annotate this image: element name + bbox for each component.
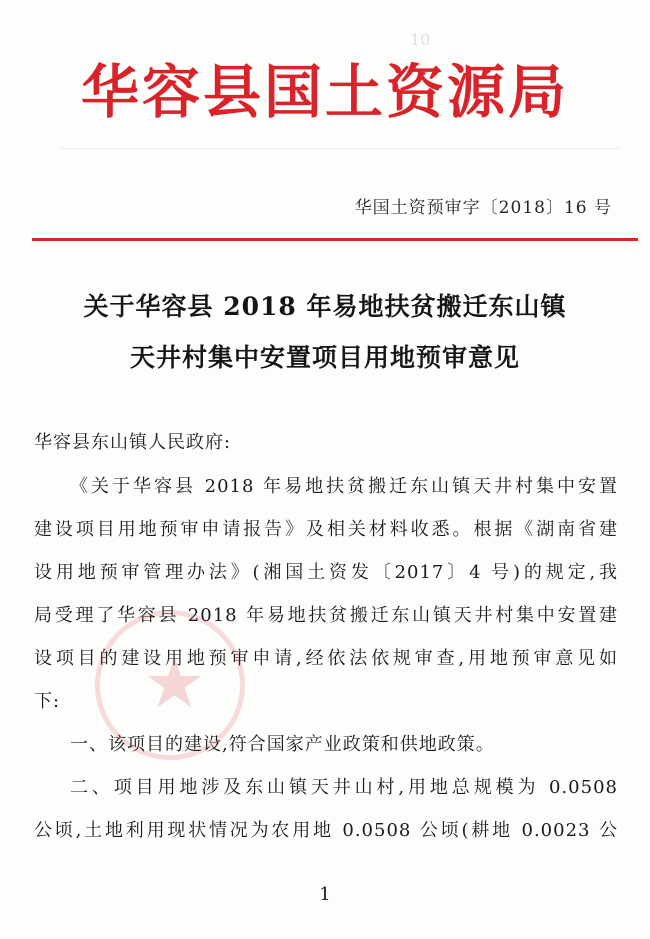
red-divider-line bbox=[32, 238, 638, 241]
body-line: 二、项目用地涉及东山镇天井山村,用地总规模为 0.0508 bbox=[70, 777, 618, 798]
document-title-line-2: 天井村集中安置项目用地预审意见 bbox=[129, 343, 520, 372]
document-title-line-1: 关于华容县 2018 年易地扶贫搬迁东山镇 bbox=[83, 292, 567, 321]
seal-star-icon: ★ bbox=[143, 642, 206, 724]
bleed-through-text: 10 bbox=[410, 30, 431, 49]
body-line: 局受理了华容县 2018 年易地扶贫搬迁东山镇天井村集中安置建 bbox=[34, 605, 618, 626]
body-line: 一、该项目的建设,符合国家产业政策和供地政策。 bbox=[70, 734, 495, 755]
body-line: 设用地预审管理办法》(湘国土资发〔2017〕4 号)的规定,我 bbox=[34, 562, 618, 583]
addressee: 华容县东山镇人民政府: bbox=[34, 432, 232, 453]
bleed-through-text bbox=[60, 148, 620, 159]
document-number: 华国土资预审字〔2018〕16 号 bbox=[354, 198, 612, 218]
body-line: 公顷,土地利用现状情况为农用地 0.0508 公顷(耕地 0.0023 公 bbox=[34, 820, 618, 841]
body-line: 下: bbox=[34, 691, 61, 712]
agency-title: 华容县国土资源局 bbox=[80, 58, 569, 126]
body-line: 设项目的建设用地预审申请,经依法依规审查,用地预审意见如 bbox=[34, 648, 618, 669]
page-number: 1 bbox=[319, 884, 331, 905]
body-line: 建设项目用地预审申请报告》及相关材料收悉。根据《湖南省建 bbox=[34, 519, 618, 540]
body-line: 《关于华容县 2018 年易地扶贫搬迁东山镇天井村集中安置 bbox=[70, 476, 618, 497]
